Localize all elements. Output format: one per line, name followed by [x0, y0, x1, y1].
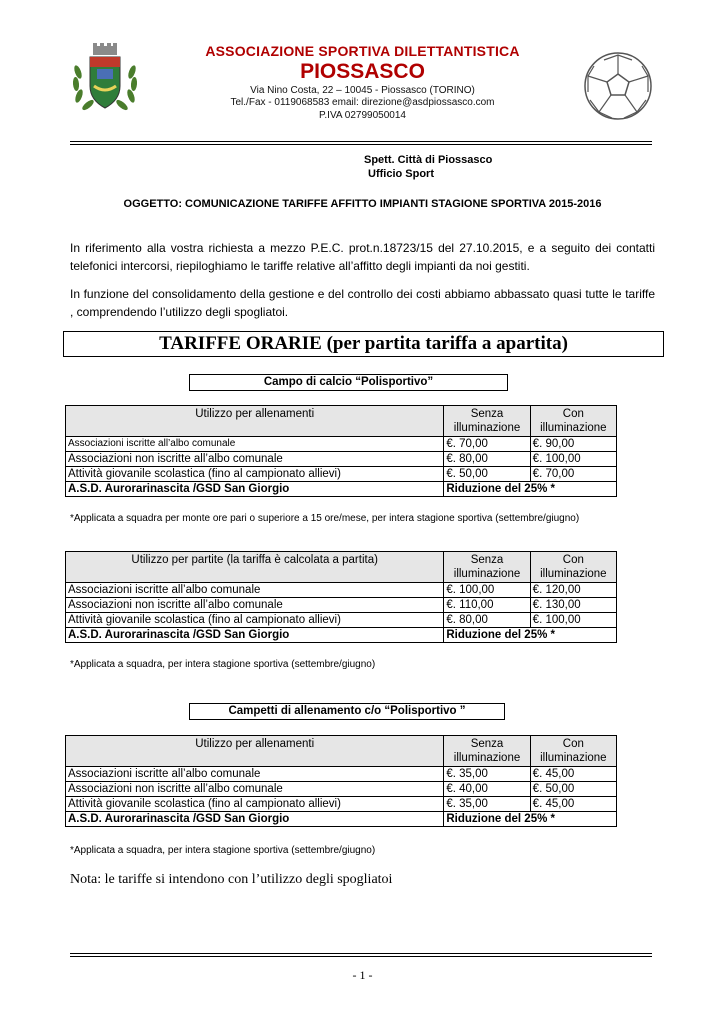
match-tariff-table	[65, 551, 617, 643]
header-with-light: Con illuminazione	[530, 736, 616, 767]
price-with-light: €. 45,00	[530, 767, 616, 782]
header-without-light: Senza illuminazione	[444, 552, 530, 583]
price-with-light: €. 45,00	[530, 797, 616, 812]
row-label: Attività giovanile scolastica (fino al campionato allievi)	[66, 467, 444, 482]
intro-paragraph: In riferimento alla vostra richiesta a mezzo P.E.C. prot.n.18723/15 del 27.10.2015, e a seguito dei contatti telefonici intercorsi, riepiloghiamo le tariffe relative all’affitto degli impianti da noi gestiti.	[70, 241, 655, 273]
price-without-light: €. 35,00	[444, 767, 530, 782]
section-title-polisportivo: Campo di calcio “Polisportivo”	[189, 374, 508, 391]
price-without-light: €. 40,00	[444, 782, 530, 797]
row-label: Associazioni iscritte all’albo comunale	[66, 583, 444, 598]
table-header-row	[66, 406, 617, 437]
row-label: Associazioni iscritte all’albo comunale	[66, 767, 444, 782]
organization-name: PIOSSASCO	[300, 60, 425, 83]
row-label: Associazioni non iscritte all’albo comunale	[66, 598, 444, 613]
subject-line: OGGETTO: COMUNICAZIONE TARIFFE AFFITTO IMPIANTI STAGIONE SPORTIVA 2015-2016	[123, 198, 602, 210]
price-with-light: €. 100,00	[530, 452, 616, 467]
price-without-light: €. 80,00	[444, 613, 530, 628]
footer-label: A.S.D. Aurorarinascita /GSD San Giorgio	[66, 482, 444, 497]
row-label: Attività giovanile scolastica (fino al campionato allievi)	[66, 797, 444, 812]
table-footer-row	[66, 812, 617, 827]
price-with-light: €. 100,00	[530, 613, 616, 628]
table-row	[66, 613, 617, 628]
price-with-light: €. 90,00	[530, 437, 616, 452]
table-footer-row	[66, 482, 617, 497]
cost-paragraph: In funzione del consolidamento della gestione e del controllo dei costi abbiamo abbassato quasi tutte le tariffe , comprendendo l’utilizzo degli spogliatoi.	[70, 287, 655, 319]
organization-contacts: Tel./Fax - 0119068583 email: direzione@asdpiossasco.com	[230, 97, 495, 108]
table-row	[66, 452, 617, 467]
price-without-light: €. 100,00	[444, 583, 530, 598]
price-without-light: €. 80,00	[444, 452, 530, 467]
recipient-line-2: Ufficio Sport	[368, 168, 434, 180]
price-without-light: €. 110,00	[444, 598, 530, 613]
header-usage: Utilizzo per partite (la tariffa è calcolata a partita)	[66, 552, 444, 583]
small-fields-tariff-table	[65, 735, 617, 827]
table-row	[66, 583, 617, 598]
row-label: Associazioni iscritte all’albo comunale	[66, 437, 444, 452]
price-with-light: €. 130,00	[530, 598, 616, 613]
footnote-matches: *Applicata a squadra, per intera stagione sportiva (settembre/giugno)	[70, 659, 376, 670]
footer-label: A.S.D. Aurorarinascita /GSD San Giorgio	[66, 812, 444, 827]
discount-note: Riduzione del 25% *	[444, 482, 617, 497]
header-usage: Utilizzo per allenamenti	[66, 406, 444, 437]
organization-type: ASSOCIAZIONE SPORTIVA DILETTANTISTICA	[205, 43, 520, 59]
table-row	[66, 467, 617, 482]
footer-label: A.S.D. Aurorarinascita /GSD San Giorgio	[66, 628, 444, 643]
price-without-light: €. 35,00	[444, 797, 530, 812]
discount-note: Riduzione del 25% *	[444, 628, 617, 643]
footer-divider	[70, 953, 652, 954]
table-row	[66, 437, 617, 452]
header-with-light: Con illuminazione	[530, 406, 616, 437]
price-with-light: €. 50,00	[530, 782, 616, 797]
table-row	[66, 782, 617, 797]
training-tariff-table	[65, 405, 617, 497]
price-without-light: €. 50,00	[444, 467, 530, 482]
footnote-small-fields: *Applicata a squadra, per intera stagione sportiva (settembre/giugno)	[70, 845, 376, 856]
organization-address: Via Nino Costa, 22 – 10045 - Piossasco (TORINO)	[250, 85, 475, 96]
header-usage: Utilizzo per allenamenti	[66, 736, 444, 767]
header-with-light: Con illuminazione	[530, 552, 616, 583]
row-label: Associazioni non iscritte all’albo comunale	[66, 452, 444, 467]
header-without-light: Senza illuminazione	[444, 736, 530, 767]
final-note: Nota: le tariffe si intendono con l’utilizzo degli spogliatoi	[70, 872, 393, 887]
section-title-campetti: Campetti di allenamento c/o “Polisportivo ”	[189, 703, 505, 720]
table-row	[66, 767, 617, 782]
price-with-light: €. 120,00	[530, 583, 616, 598]
footnote-training: *Applicata a squadra per monte ore pari o superiore a 15 ore/mese, per intera stagione sportiva (settembre/giugno)	[70, 513, 580, 524]
header-without-light: Senza illuminazione	[444, 406, 530, 437]
footer-divider-thin	[70, 956, 652, 957]
price-with-light: €. 70,00	[530, 467, 616, 482]
table-row	[66, 598, 617, 613]
main-title: TARIFFE ORARIE (per partita tariffa a apartita)	[63, 331, 664, 357]
table-footer-row	[66, 628, 617, 643]
discount-note: Riduzione del 25% *	[444, 812, 617, 827]
row-label: Attività giovanile scolastica (fino al campionato allievi)	[66, 613, 444, 628]
header-divider-thin	[70, 144, 652, 145]
organization-vat: P.IVA 02799050014	[319, 110, 406, 121]
price-without-light: €. 70,00	[444, 437, 530, 452]
recipient-line-1: Spett. Città di Piossasco	[364, 154, 493, 166]
table-row	[66, 797, 617, 812]
header-divider	[70, 141, 652, 142]
table-header-row	[66, 736, 617, 767]
page-number: - 1 -	[352, 968, 373, 982]
row-label: Associazioni non iscritte all’albo comunale	[66, 782, 444, 797]
table-header-row	[66, 552, 617, 583]
